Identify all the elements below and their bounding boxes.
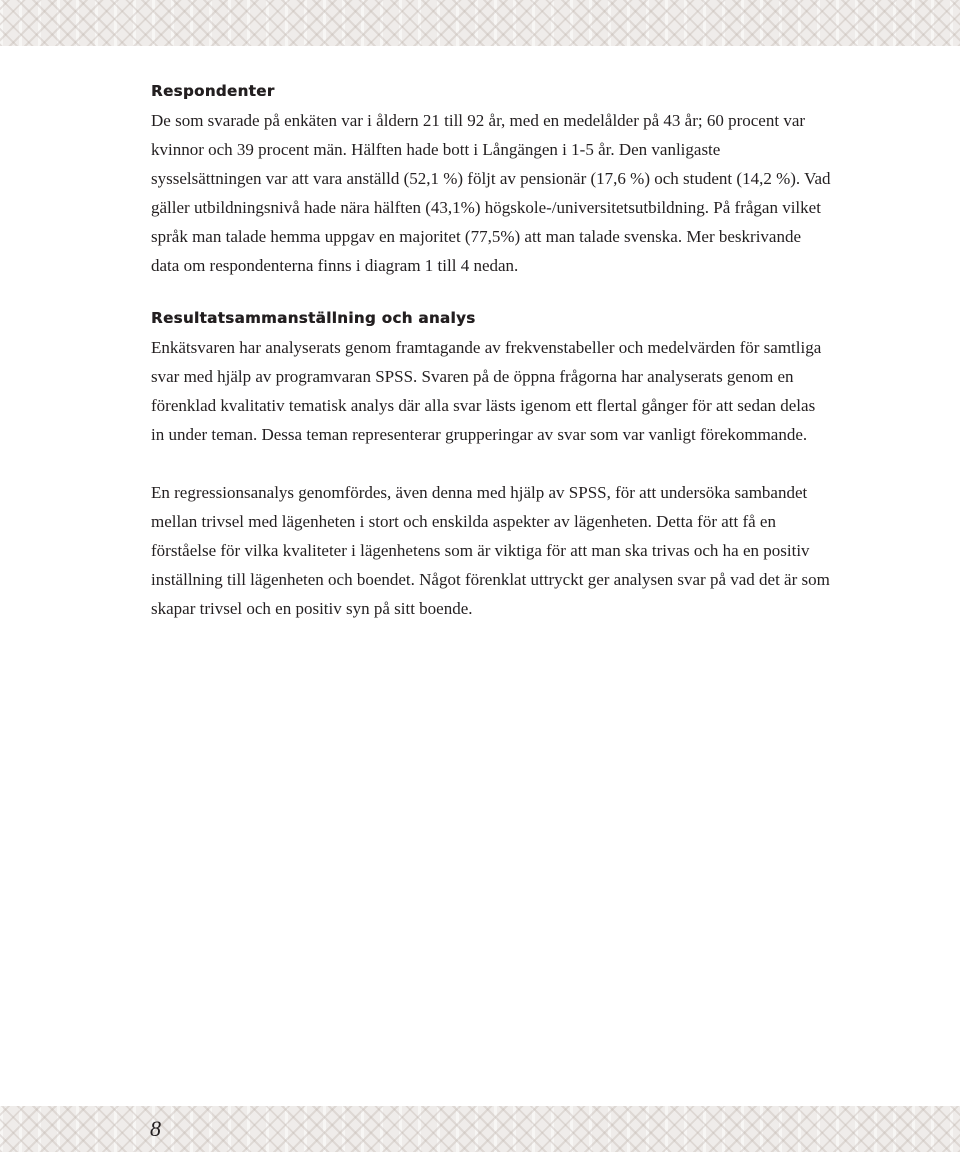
- paragraph-regression: En regressionsanalys genomfördes, även denna med hjälp av SPSS, för att undersöka sambandet mellan trivsel med lägenheten i stort och enskilda aspekter av lägenheten. Detta för att få en förståelse för vilka kvaliteter i lägenhetens som är viktiga för att man ska trivas och ha en positiv inställning till lägenheten och boendet. Något förenklat uttryckt ger analysen svar på vad det är som skapar trivsel och en positiv syn på sitt boende.: [151, 483, 830, 618]
- document-body: [151, 80, 831, 623]
- section-heading-resultat: Resultatsammanställning och analys: [151, 309, 476, 327]
- section-heading-respondenter: Respondenter: [151, 82, 275, 100]
- page-number: 8: [150, 1116, 161, 1141]
- paragraph-respondenter: De som svarade på enkäten var i åldern 21 till 92 år, med en medelålder på 43 år; 60 procent var kvinnor och 39 procent män. Hälften hade bott i Långängen i 1-5 år. Den vanligaste sysselsättningen var att vara anställd (52,1 %) följt av pensionär (17,6 %) och student (14,2 %). Vad gäller utbildningsnivå hade nära hälften (43,1%) högskole-/universitetsutbildning. På frågan vilket språk man talade hemma uppgav en majoritet (77,5%) att man talade svenska. Mer beskrivande data om respondenterna finns i diagram 1 till 4 nedan.: [151, 111, 831, 275]
- bottom-decorative-band: [0, 1106, 960, 1152]
- paragraph-analysis-method: Enkätsvaren har analyserats genom framtagande av frekvenstabeller och medelvärden för samtliga svar med hjälp av programvaran SPSS. Svaren på de öppna frågorna har analyserats genom en förenklad kvalitativ tematisk analys där alla svar lästs igenom ett flertal gånger för att sedan delas in under teman. Dessa teman representerar grupperingar av svar som var vanligt förekommande.: [151, 338, 822, 444]
- top-decorative-band: [0, 0, 960, 46]
